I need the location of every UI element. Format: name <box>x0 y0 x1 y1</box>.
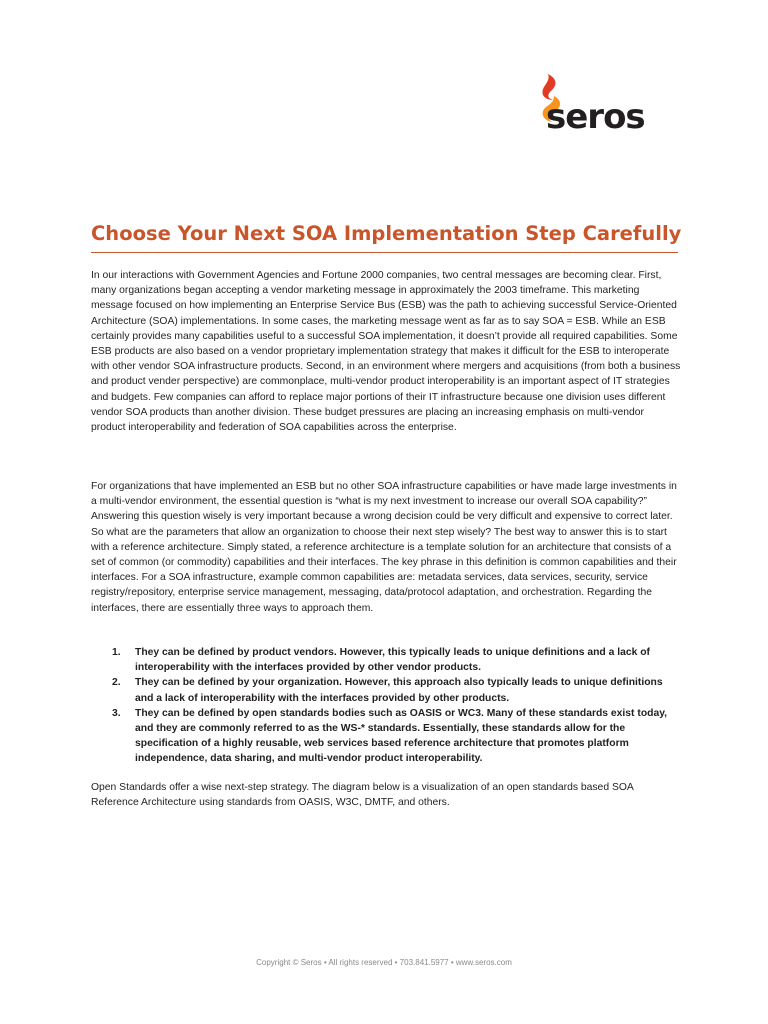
list-item <box>112 706 672 767</box>
paragraph-intro: In our interactions with Government Agencies and Fortune 2000 companies, two central messages are becoming clear. First, many organizations began accepting a vendor marketing message in approximately the 2003 timeframe. This marketing message focused on how implementing an Enterprise Service Bus (ESB) was the path to achieving successful Service-Oriented Architecture (SOA) implementations. In some cases, the marketing message went as far as to say SOA = ESB. While an ESB certainly provides many capabilities useful to a successful SOA implementation, it doesn’t provide all required capabilities. Some ESB products are also based on a vendor proprietary implementation strategy that makes it difficult for the ESB to interoperate with other vendor SOA infrastructure products. Second, in an environment where mergers and acquisitions (from both a business and product vender perspective) are commonplace, multi-vendor product interoperability is an important aspect of IT strategies and budgets. Few companies can afford to replace major portions of their IT infrastructure because one division uses different vendor SOA products than another division. These budget pressures are placing an increasing emphasis on multi-vendor product interoperability and federation of SOA capabilities across the enterprise. <box>91 270 681 434</box>
footer-copyright: Copyright © Seros • All rights reserved • 703.841.5977 • www.seros.com <box>256 958 512 967</box>
list-item <box>112 675 672 705</box>
list-item <box>112 645 672 675</box>
paragraph-reference-architecture: For organizations that have implemented an ESB but no other SOA infrastructure capabilities or have made large investments in a multi-vendor environment, the essential question is “what is my next investment to increase our overall SOA capability?” Answering this question wisely is very important because a wrong decision could be very difficult and expensive to correct later. So what are the parameters that allow an organization to choose their next step wisely? The best way to answer this is to start with a reference architecture. Simply stated, a reference architecture is a template solution for an architecture that consists of a set of common (or commodity) capabilities and their interfaces. The key phrase in this definition is common capabilities and their interfaces. For a SOA infrastructure, example common capabilities are: metadata services, data services, security, service registry/repository, enterprise service management, messaging, data/protocol adaptation, and orchestration. Regarding the interfaces, there are essentially three ways to approach them. <box>91 481 677 614</box>
list-item-number: 1. <box>112 647 121 658</box>
list-item-text: They can be defined by open standards bodies such as OASIS or WC3. Many of these standards exist today, and they are commonly referred to as the WS-* standards. Essentially, these standards allow for the specification of a highly reusable, web services based reference architecture that promotes platform independence, data sharing, and multi-vendor product interoperability. <box>135 707 668 765</box>
list-item-text: They can be defined by your organization. However, this approach also typically leads to unique definitions and a lack of interoperability with the interfaces provided by other products. <box>135 677 663 704</box>
list-item-number: 2. <box>112 677 121 689</box>
logo-wordmark: seros <box>546 97 645 137</box>
list-item-text: They can be defined by product vendors. However, this typically leads to unique definitions and a lack of interoperability with the interfaces provided by other vendor products. <box>135 647 650 674</box>
list-item-number: 3. <box>112 707 121 719</box>
title-divider <box>91 252 678 253</box>
seros-logo <box>530 72 670 138</box>
paragraph-open-standards: Open Standards offer a wise next-step strategy. The diagram below is a visualization of an open standards based SOA Reference Architecture using standards from OASIS, W3C, DMTF, and others. <box>91 782 634 809</box>
page-title: Choose Your Next SOA Implementation Step Carefully <box>91 222 682 245</box>
interface-approaches-list <box>112 645 672 767</box>
